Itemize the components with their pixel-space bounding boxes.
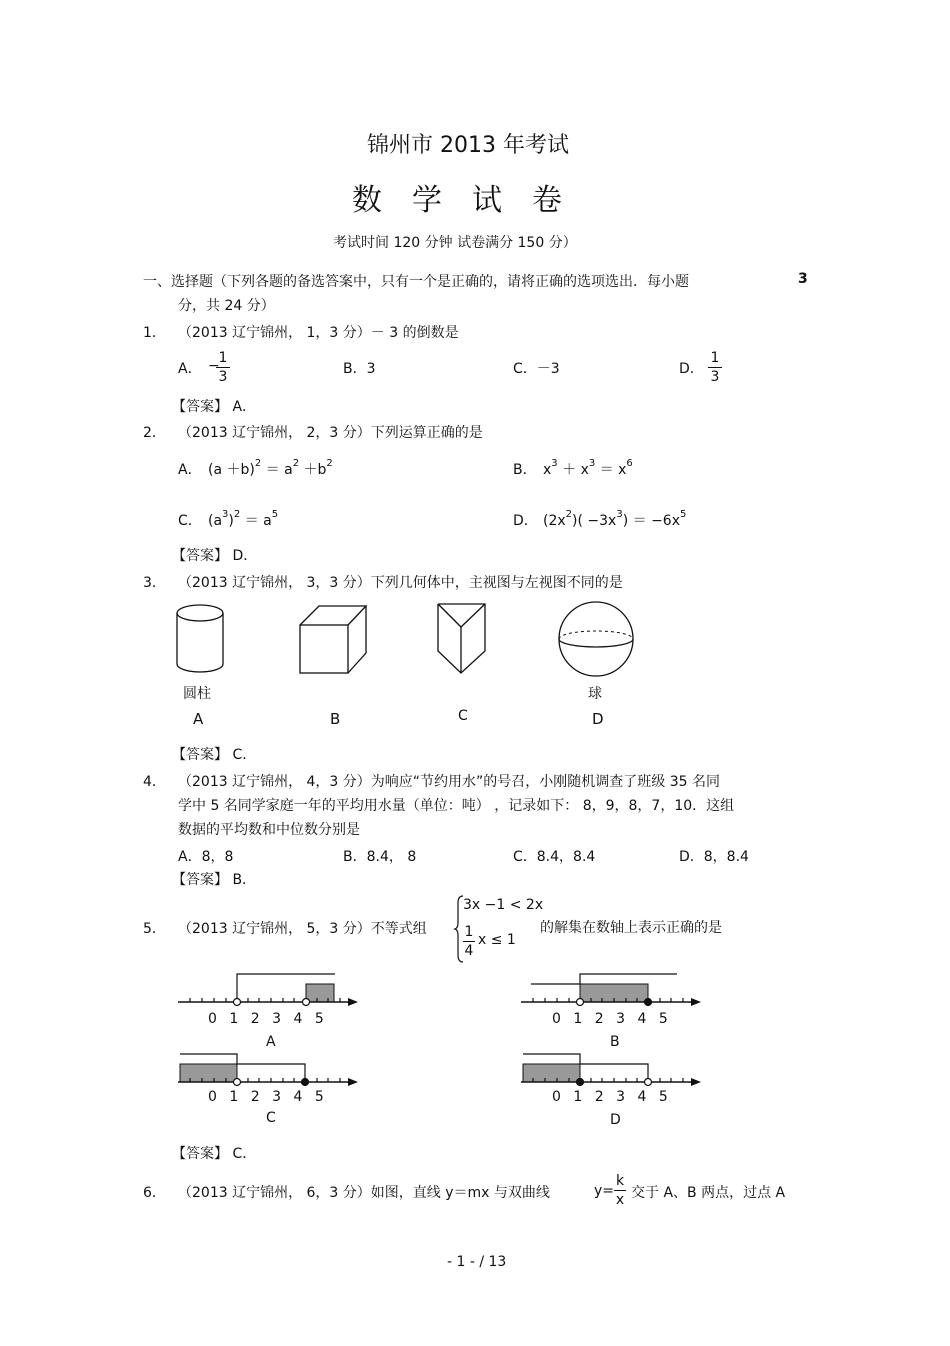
q5-label-c: C <box>266 1110 276 1126</box>
tick-3: 3 <box>272 1089 282 1105</box>
q1-option-a-fraction <box>216 350 230 385</box>
q1-option-a-label: A． <box>178 361 202 377</box>
q3-caption-sphere: 球 <box>588 686 602 702</box>
q6-numerator: k <box>615 1173 625 1189</box>
q2-option-a-label: A． <box>178 462 202 478</box>
tick-5: 5 <box>658 1011 668 1027</box>
tick-2: 2 <box>594 1089 604 1105</box>
q4-option-d: D．8，8.4 <box>679 849 749 865</box>
tick-5: 5 <box>658 1089 668 1105</box>
tick-0: 0 <box>552 1089 561 1105</box>
fraction-bar <box>614 1190 626 1191</box>
q1-option-b: B．3 <box>343 361 376 377</box>
tick-4: 4 <box>637 1011 647 1027</box>
q1-a-numerator: 1 <box>218 350 228 366</box>
page-footer: - 1 - / 13 <box>447 1254 507 1270</box>
q2-option-c-label: C． <box>178 513 202 529</box>
q4-option-a: A．8，8 <box>178 849 234 865</box>
q3-label-c: C <box>458 708 468 724</box>
cylinder-figure <box>176 604 226 672</box>
tick-4: 4 <box>293 1089 303 1105</box>
axis-ticks-a <box>208 1011 324 1027</box>
q5-inequality1: 3x −1 < 2x <box>463 897 544 913</box>
sphere-figure <box>558 601 636 679</box>
q5-answer: 【答案】 C． <box>172 1146 257 1162</box>
q2-option-b-label: B． <box>513 462 537 478</box>
tick-3: 3 <box>616 1089 626 1105</box>
tick-5: 5 <box>314 1011 324 1027</box>
tick-4: 4 <box>293 1011 303 1027</box>
q1-number: 1． <box>143 325 166 341</box>
q1-answer: 【答案】 A． <box>172 399 257 415</box>
q5-ineq2-numerator: 1 <box>464 924 474 940</box>
q1-option-a-sign: − <box>208 358 220 374</box>
tick-1: 1 <box>573 1089 583 1105</box>
fraction-bar <box>463 941 475 942</box>
q3-stem: （2013 辽宁锦州， 3，3 分）下列几何体中，主视图与左视图不同的是 <box>178 575 623 591</box>
q6-stem-end: 交于 A、B 两点，过点 A <box>631 1185 786 1201</box>
tick-4: 4 <box>637 1089 647 1105</box>
section-heading-line2: 分，共 24 分） <box>178 298 275 314</box>
section-heading: 一、选择题（下列各题的备选答案中，只有一个是正确的，请将正确的选项选出．每小题 <box>143 274 689 290</box>
q6-y-eq: y= <box>594 1183 615 1199</box>
q1-d-denominator: 3 <box>710 369 720 385</box>
q2-option-a-expr: $(a +b)^2 = a^2 +b^2$ <box>208 458 333 478</box>
q4-line3: 数据的平均数和中位数分别是 <box>178 822 360 838</box>
q1-d-numerator: 1 <box>710 350 720 366</box>
q3-answer: 【答案】 C． <box>172 747 257 763</box>
tick-0: 0 <box>208 1089 217 1105</box>
fraction-bar <box>708 367 722 368</box>
q5-ineq2-denominator: 4 <box>464 943 474 959</box>
q2-option-c-expr: $(a^3)^2 = a^5$ <box>208 509 279 529</box>
q1-stem: （2013 辽宁锦州， 1，3 分）－ 3 的倒数是 <box>178 325 459 341</box>
tick-1: 1 <box>573 1011 583 1027</box>
q3-number: 3． <box>143 575 166 591</box>
cube-figure <box>299 605 369 677</box>
q4-line2: 学中 5 名同学家庭一年的平均用水量（单位：吨） ，记录如下： 8，9，8，7，10．这组 <box>178 798 735 814</box>
tick-2: 2 <box>250 1089 260 1105</box>
q5-label-b: B <box>610 1034 620 1050</box>
fraction-bar <box>216 367 230 368</box>
q1-option-d-fraction <box>708 350 722 385</box>
q4-answer: 【答案】 B． <box>172 872 257 888</box>
q2-option-d-label: D． <box>513 513 538 529</box>
q5-inequality2-fraction <box>463 924 475 959</box>
q5-label-a: A <box>266 1034 276 1050</box>
q2-option-b-expr: $x^3 + x^3 = x^6$ <box>543 458 633 478</box>
q2-stem: （2013 辽宁锦州， 2，3 分）下列运算正确的是 <box>178 425 483 441</box>
q5-label-d: D <box>610 1112 621 1128</box>
q4-line1: （2013 辽宁锦州， 4，3 分）为响应“节约用水”的号召，小刚随机调查了班级 35 名同 <box>178 774 721 790</box>
q2-number: 2． <box>143 425 166 441</box>
q2-answer: 【答案】 D． <box>172 548 258 564</box>
q1-option-d-label: D． <box>679 361 704 377</box>
section-heading-score: 3 <box>798 271 808 287</box>
q6-denominator: x <box>615 1192 625 1208</box>
q3-label-d: D <box>592 710 604 728</box>
q6-stem: （2013 辽宁锦州， 6，3 分）如图，直线 y＝mx 与双曲线 <box>178 1185 550 1201</box>
triangular-prism-figure <box>437 603 487 675</box>
q1-option-c: C．－3 <box>513 361 560 377</box>
q4-number: 4． <box>143 774 166 790</box>
tick-5: 5 <box>314 1089 324 1105</box>
q5-stem: （2013 辽宁锦州， 5，3 分）不等式组 <box>178 921 427 937</box>
exam-title-line1: 锦州市 2013 年考试 <box>367 133 569 158</box>
axis-ticks-b <box>552 1011 668 1027</box>
q5-number: 5． <box>143 921 166 937</box>
tick-2: 2 <box>594 1011 604 1027</box>
q6-number: 6． <box>143 1185 166 1201</box>
q3-label-a: A <box>193 710 204 728</box>
q3-label-b: B <box>330 710 341 728</box>
tick-0: 0 <box>208 1011 217 1027</box>
tick-3: 3 <box>272 1011 282 1027</box>
tick-3: 3 <box>616 1011 626 1027</box>
tick-2: 2 <box>250 1011 260 1027</box>
q1-a-denominator: 3 <box>218 369 228 385</box>
exam-subtitle: 考试时间 120 分钟 试卷满分 150 分） <box>333 235 577 251</box>
q4-option-c: C．8.4，8.4 <box>513 849 596 865</box>
q2-option-d-expr: $(2x^2)( -3x^3) = -6x^5$ <box>543 509 687 529</box>
tick-1: 1 <box>229 1089 239 1105</box>
q5-inequality2-rest: x ≤ 1 <box>478 932 516 948</box>
axis-ticks-c <box>208 1089 324 1105</box>
tick-0: 0 <box>552 1011 561 1027</box>
tick-1: 1 <box>229 1011 239 1027</box>
q6-fraction <box>614 1173 626 1208</box>
q5-stem-end: 的解集在数轴上表示正确的是 <box>540 920 722 936</box>
q3-caption-cylinder: 圆柱 <box>183 686 211 702</box>
axis-ticks-d <box>552 1089 668 1105</box>
exam-title-line2: 数学试卷 <box>352 183 592 218</box>
q4-option-b: B．8.4， 8 <box>343 849 417 865</box>
